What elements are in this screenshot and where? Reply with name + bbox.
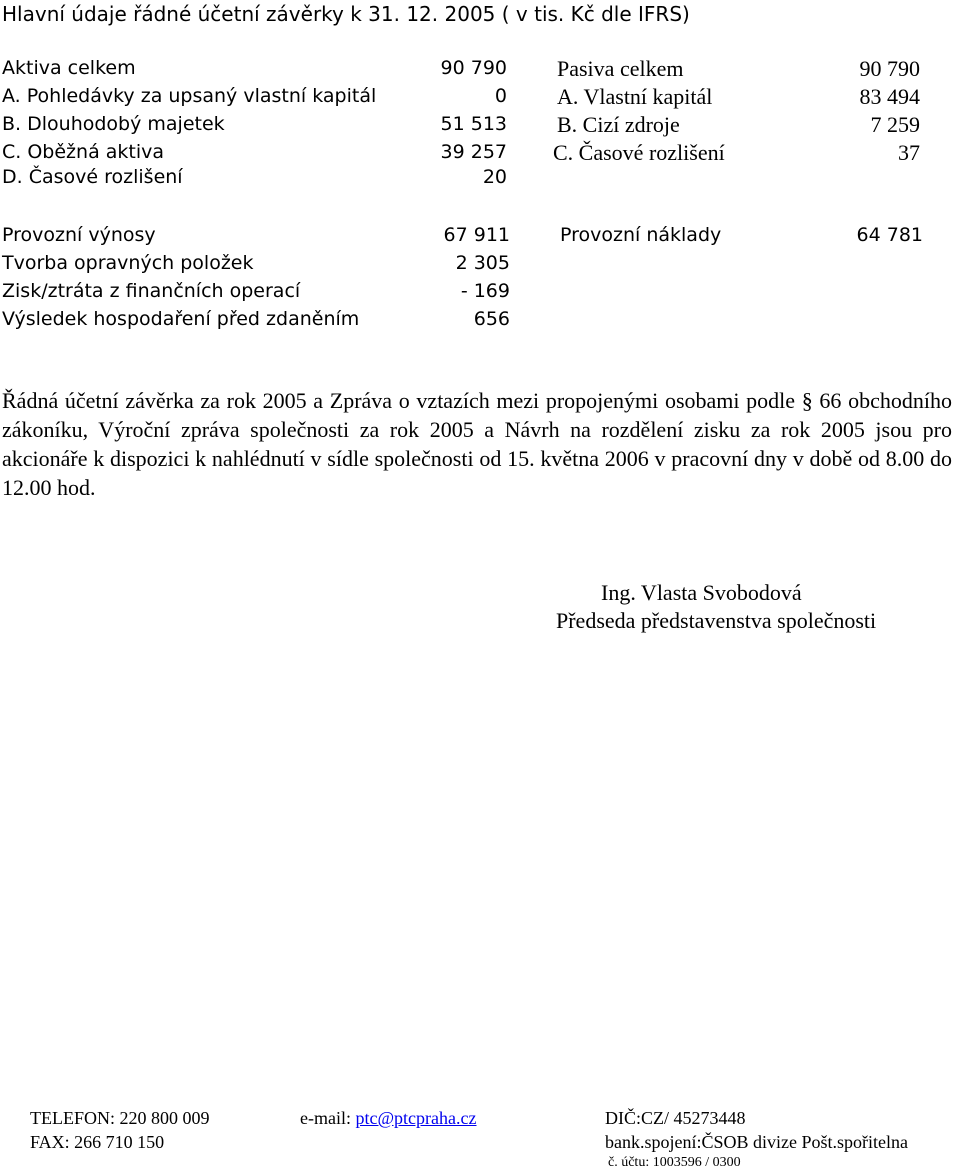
pasiva-value-total: 90 790 [859,56,920,81]
footer-bank: bank.spojení:ČSOB divize Pošt.spořitelna [605,1132,908,1152]
vynosy-value: 67 911 [443,224,510,246]
aktiva-label-a: A. Pohledávky za upsaný vlastní kapitál [2,85,377,107]
page-title: Hlavní údaje řádné účetní závěrky k 31. 12. 2005 ( v tis. Kč dle IFRS) [2,2,690,26]
footer-fax: FAX: 266 710 150 [30,1132,165,1152]
pasiva-value-c: 37 [898,140,920,165]
aktiva-label-b: B. Dlouhodobý majetek [2,113,225,135]
footer-dic: DIČ:CZ/ 45273448 [605,1108,746,1128]
pasiva-value-a: 83 494 [859,84,920,109]
signature-name: Ing. Vlasta Svobodová [601,580,802,605]
footer-account: č. účtu: 1003596 / 0300 [608,1155,741,1170]
vysledek-label: Výsledek hospodaření před zdaněním [2,308,360,330]
vysledek-value: 656 [473,308,510,330]
naklady-label: Provozní náklady [560,224,722,246]
signature-role: Předseda představenstva společnosti [556,608,877,633]
aktiva-label-d: D. Časové rozlišení [2,166,183,188]
opravne-polozky-value: 2 305 [455,252,510,274]
aktiva-value-a: 0 [494,85,507,107]
pasiva-label-c: C. Časové rozlišení [553,140,725,165]
pasiva-label-total: Pasiva celkem [557,56,684,81]
aktiva-value-b: 51 513 [440,113,507,135]
pasiva-label-b: B. Cizí zdroje [557,112,680,137]
naklady-value: 64 781 [856,224,923,246]
financni-operace-value: - 169 [460,280,510,302]
pasiva-value-b: 7 259 [870,112,920,137]
aktiva-value-d: 20 [482,166,507,188]
vynosy-label: Provozní výnosy [2,224,156,246]
aktiva-label-total: Aktiva celkem [2,57,136,79]
footer-email-label: e-mail: [300,1108,356,1128]
footer-email-row [300,1108,477,1129]
notice-paragraph: Řádná účetní závěrka za rok 2005 a Zpráva o vztazích mezi propojenými osobami podle § 66 obchodního zákoníku, Výroční zpráva společnosti za rok 2005 a Návrh na rozdělení zisku za rok 2005 jsou pro akcionáře k dispozici k nahlédnutí v sídle společnosti od 15. května 2006 v pracovní dny v době od 8.00 do 12.00 hod. [2,388,952,500]
financni-operace-label: Zisk/ztráta z finančních operací [2,280,301,302]
aktiva-value-total: 90 790 [440,57,507,79]
pasiva-label-a: A. Vlastní kapitál [557,84,713,109]
footer-email-link[interactable]: ptc@ptcpraha.cz [355,1108,477,1128]
aktiva-value-c: 39 257 [440,141,507,163]
aktiva-label-c: C. Oběžná aktiva [2,141,165,163]
footer-phone: TELEFON: 220 800 009 [30,1108,210,1128]
opravne-polozky-label: Tvorba opravných položek [2,252,254,274]
